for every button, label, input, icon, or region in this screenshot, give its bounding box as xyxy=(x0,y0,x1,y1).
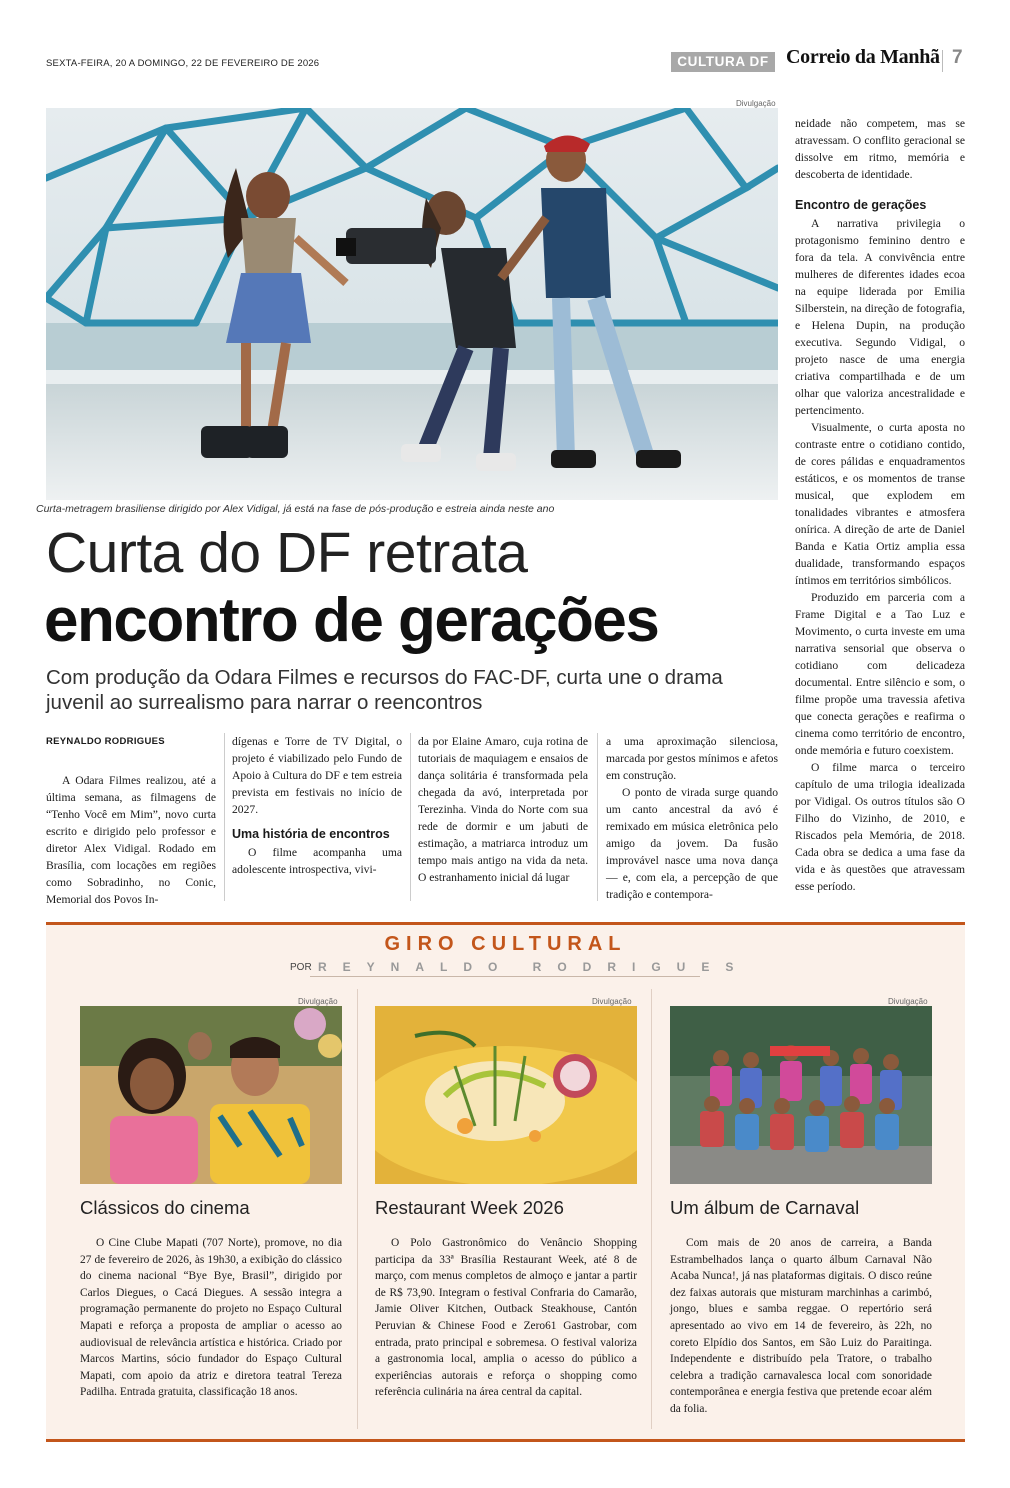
headline-line1: Curta do DF retrata xyxy=(46,521,528,585)
article-paragraph: O ponto de virada surge quando um canto ancestral da avó é remixado em música eletrônica pelo amigo da jovem. Da fusão improvável nasce uma nova dança — e, com ela, a percepção de que tradição e contempora- xyxy=(606,786,778,901)
article-byline: REYNALDO RODRIGUES xyxy=(46,736,165,747)
main-photo xyxy=(46,108,778,500)
photo-credit: Divulgação xyxy=(592,997,632,1006)
article-column-5 xyxy=(795,115,965,895)
giro-photo-band xyxy=(670,1006,932,1184)
article-column-3 xyxy=(418,733,588,886)
article-paragraph: a uma aproximação silenciosa, marcada por gestos mínimos e afetos em construção. xyxy=(606,735,778,782)
article-column-4 xyxy=(606,733,778,903)
article-subhead: Encontro de gerações xyxy=(795,198,927,212)
article-paragraph: neidade não competem, mas se atravessam. O conflito geracional se dissolve em ritmo, memória e descoberta de identidade. xyxy=(795,117,965,181)
article-paragraph: A Odara Filmes realizou, até a última semana, as filmagens de “Tenho Você em Mim”, novo curta escrito e dirigido pelo professor e diretor Alex Vidigal. Rodado em Brasília, com locações em regiões como Sobradinho, no Conic, Memorial dos Povos In- xyxy=(46,774,216,906)
giro-item-text: O Polo Gastronômico do Venâncio Shopping participa da 33ª Brasília Restaurant Week, até 8 de março, com menus completos de almoço e jantar a partir de R$ 73,90. Integram o festival Confraria do Camarão, Jamie Oliver Kitchen, Outback Steakhouse, Cantón Peruvian & Chinese Food e Zero61 Gastrobar, com entrada, prato principal e sobremesa. O festival valoriza a gastronomia local, amplia o acesso do público a experiências autorais e reforça o shopping como referência culinária na área central da capital. xyxy=(375,1237,637,1399)
giro-item-title: Clássicos do cinema xyxy=(80,1197,250,1218)
article-paragraph: da por Elaine Amaro, cuja rotina de tutoriais de maquiagem e ensaios de dança solitária é transformada pela chegada da avó, interpretada por Terezinha. Vinda do Norte com sua rede de dormir e um jabuti de estimação, a matriarca introduz um tempo mais antigo na vida da neta. O estranhamento inicial dá lugar xyxy=(418,735,588,884)
photo-credit: Divulgação xyxy=(888,997,928,1006)
article-deck: Com produção da Odara Filmes e recursos do FAC-DF, curta une o drama juvenil ao surrealismo para narrar o reencontros xyxy=(46,666,723,714)
headline-line2: encontro de gerações xyxy=(44,586,659,655)
giro-author: REYNALDO RODRIGUES xyxy=(318,960,750,974)
article-paragraph: Visualmente, o curta aposta no contraste entre o cotidiano contido, de cores pálidas e enquadramentos estáticos, e os momentos de transe musical, que explodem em tonalidades vibrantes e atmosfera onírica. A direção de arte de Daniel Banda e Katia Ortiz amplia essa dualidade, transformando espaços íntimos em territórios simbólicos. xyxy=(795,421,965,587)
column-rule xyxy=(597,733,598,901)
giro-photo-cinema xyxy=(80,1006,342,1184)
article-column-2 xyxy=(232,733,402,878)
giro-divider xyxy=(651,989,652,1429)
film-set-illustration xyxy=(46,108,778,500)
giro-item-text: O Cine Clube Mapati (707 Norte), promove, no dia 27 de fevereiro de 2026, às 19h30, a exibição do clássico do cinema nacional “Bye Bye, Brasil”, dirigido por Carlos Diegues, o Cacá Diegues. A sessão integra a programação permanente do projeto no Espaço Cultural Mapati e reforça a proposta de ampliar o acesso ao audiovisual de relevância artística e histórica. Criado por Marcos Martins, sócio fundador do Espaço Cultural Mapati, com apoio da atriz e diretora teatral Tereza Padilha. Entrada gratuita, classificação 18 anos. xyxy=(80,1237,342,1399)
column-rule xyxy=(410,733,411,901)
article-subhead: Uma história de encontros xyxy=(232,827,390,841)
photo-credit: Divulgação xyxy=(736,99,776,108)
giro-item-title: Um álbum de Carnaval xyxy=(670,1197,860,1218)
article-paragraph: dígenas e Torre de TV Digital, o projeto é viabilizado pelo Fundo de Apoio à Cultura do DF e tem estreia prevista em festivais no início de 2027. xyxy=(232,735,402,816)
edition-date: SEXTA-FEIRA, 20 A DOMINGO, 22 DE FEVEREIRO DE 2026 xyxy=(46,58,320,69)
article-paragraph: O filme acompanha uma adolescente introspectiva, vivi- xyxy=(232,846,402,876)
giro-rule xyxy=(310,976,700,977)
photo-caption: Curta-metragem brasiliense dirigido por Alex Vidigal, já está na fase de pós-produção e estreia ainda neste ano xyxy=(36,503,555,515)
article-paragraph: A narrativa privilegia o protagonismo feminino dentro e fora da tela. A convivência entre mulheres de diferentes idades ecoa na equipe liderada por Emilia Silberstein, na direção de fotografia, e Helena Dupin, na produção executiva. Segundo Vidigal, o projeto nasce de uma energia criativa compartilhada e de um olhar que valoriza ancestralidade e pertencimento. xyxy=(795,217,965,417)
article-column-1 xyxy=(46,733,216,908)
article-paragraph: O filme marca o terceiro capítulo de uma trilogia idealizada por Vidigal. Os outros títulos são O Filho do Vizinho, de 2010, e Riscados pela Memória, de 2018. Cada obra se dedica a uma fase da vida e às questões que atravessam esse período. xyxy=(795,761,965,893)
newspaper-name: Correio da Manhã xyxy=(786,46,940,68)
article-paragraph: Produzido em parceria com a Frame Digital e a Tao Luz e Movimento, o curta investe em uma narrativa sensorial que observa o cotidiano com delicadeza documental. Entre silêncio e som, o filme propõe uma travessia afetiva que conecta gerações e reafirma o cinema como território de encontro, onde memória e futuro coexistem. xyxy=(795,591,965,757)
giro-title: GIRO CULTURAL xyxy=(384,933,627,955)
giro-divider xyxy=(357,989,358,1429)
section-tag: CULTURA DF xyxy=(671,52,775,72)
column-rule xyxy=(224,733,225,901)
giro-by: POR xyxy=(290,962,312,973)
giro-cultural-box xyxy=(46,922,965,1442)
page-number: 7 xyxy=(952,47,963,68)
giro-photo-food xyxy=(375,1006,637,1184)
photo-credit: Divulgação xyxy=(298,997,338,1006)
header-divider xyxy=(942,50,943,72)
giro-item-title: Restaurant Week 2026 xyxy=(375,1197,564,1218)
giro-item-text: Com mais de 20 anos de carreira, a Banda Estrambelhados lança o quarto álbum Carnaval Não Acaba Nunca!, já nas plataformas digitais. O disco reúne dez faixas autorais que misturam marchinhas a carimbó, jongo, blues e samba reggae. O repertório será apresentado ao vivo em 14 de fevereiro, às 22h, no coreto Elpídio dos Santos, em São Luiz do Paraitinga. Independente e distribuído pela Tratore, o trabalho celebra a tradição carnavalesca local com sonoridade contemporânea e energia festiva que pretende ecoar além da folia. xyxy=(670,1237,932,1415)
